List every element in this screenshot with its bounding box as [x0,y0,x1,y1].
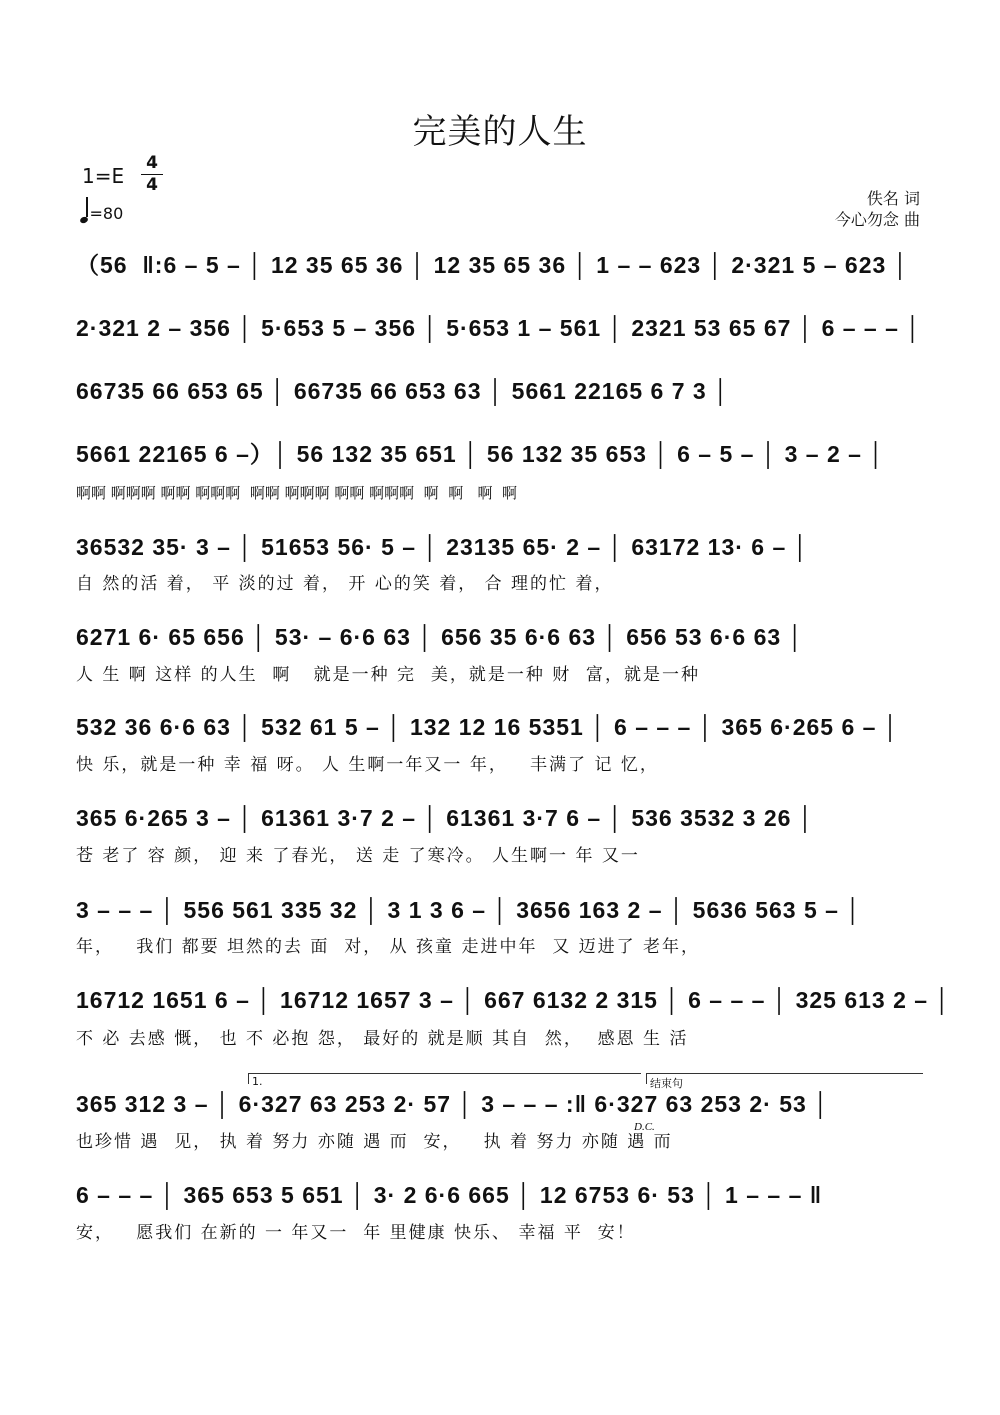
key-signature: 1=E [82,164,125,188]
music-line-11: 365 312 3 – │ 6·327 63 253 2· 57 │ 3 – – – :‖ 6·327 63 253 2· 53 │ [76,1091,830,1117]
music-line-6: 6271 6· 65 656 │ 53· – 6·6 63 │ 656 35 6·6 63 │ 656 53 6·6 63 │ [76,624,804,650]
lyric-line-11: 也珍惜 遇 见， 执 着 努力 亦随 遇 而 安， 执 着 努力 亦随 遇 而 [76,1132,673,1152]
tempo-value: =80 [89,204,124,223]
quarter-note-icon [79,216,89,224]
music-line-3: 66735 66 653 65 │ 66735 66 653 63 │ 5661 22165 6 7 3 │ [76,378,730,404]
music-line-1: （56 ‖:6 – 5 – │ 12 35 65 36 │ 12 35 65 36 │ 1 – – 623 │ 2·321 5 – 623 │ [76,252,910,278]
music-line-8: 365 6·265 3 – │ 61361 3·7 2 – │ 61361 3·7 6 – │ 536 3532 3 26 │ [76,805,815,831]
time-signature-bottom: 4 [146,175,158,195]
lyric-line-12: 安， 愿我们 在新的 一 年又一 年 里健康 快乐、 幸福 平 安！ [76,1223,636,1243]
music-line-9: 3 – – – │ 556 561 335 32 │ 3 1 3 6 – │ 3656 163 2 – │ 5636 563 5 – │ [76,897,862,923]
music-line-2: 2·321 2 – 356 │ 5·653 5 – 356 │ 5·653 1 – 561 │ 2321 53 65 67 │ 6 – – – │ [76,315,922,341]
music-line-4: 5661 22165 6 –）│ 56 132 35 651 │ 56 132 35 653 │ 6 – 5 – │ 3 – 2 – │ [76,441,885,467]
music-line-12: 6 – – – │ 365 653 5 651 │ 3· 2 6·6 665 │ 12 6753 6· 53 │ 1 – – – ‖ [76,1182,823,1208]
ending-label: 结束句 [650,1077,683,1090]
music-line-10: 16712 1651 6 – │ 16712 1657 3 – │ 667 6132 2 315 │ 6 – – – │ 325 613 2 – │ [76,987,951,1013]
song-title: 完美的人生 [412,112,588,152]
lyric-line-4: 啊啊 啊啊啊 啊啊 啊啊啊 啊啊 啊啊啊 啊啊 啊啊啊 啊 啊 啊 啊 [76,484,518,502]
lyric-line-5: 自 然的活 着， 平 淡的过 着， 开 心的笑 着， 合 理的忙 着， [76,574,614,594]
music-line-7: 532 36 6·6 63 │ 532 61 5 – │ 132 12 16 5351 │ 6 – – – │ 365 6·265 6 – │ [76,714,900,740]
credits [835,188,920,230]
time-signature-top: 4 [146,153,158,173]
lyric-line-6: 人 生 啊 这样 的人生 啊 就是一种 完 美，就是一种 财 富，就是一种 [76,665,701,685]
tempo-marking [80,204,123,225]
music-line-5: 36532 35· 3 – │ 51653 56· 5 – │ 23135 65· 2 – │ 63172 13· 6 – │ [76,534,810,560]
lyric-line-10: 不 必 去感 慨， 也 不 必抱 怨， 最好的 就是顺 其自 然， 感恩 生 活 [76,1029,689,1049]
lyricist: 佚名 词 [866,189,920,208]
lyric-line-8: 苍 老了 容 颜， 迎 来 了春光， 送 走 了寒冷。 人生啊一 年 又一 [76,846,640,866]
lyric-line-7: 快 乐，就是一种 幸 福 呀。 人 生啊一年又一 年， 丰满了 记 忆， [76,755,659,775]
dc-marking: D.C. [634,1121,655,1133]
lyric-line-9: 年， 我们 都要 坦然的去 面 对， 从 孩童 走进中年 又 迈进了 老年， [76,937,701,957]
time-signature [141,154,163,195]
volta-1-label: 1. [252,1075,263,1088]
volta-1-bracket [248,1073,641,1084]
composer: 今心勿念 曲 [834,210,920,229]
ending-bracket [646,1073,923,1084]
